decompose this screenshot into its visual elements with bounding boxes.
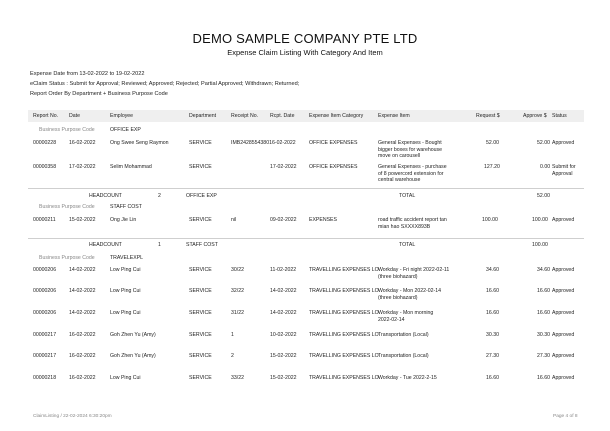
cell-approve: 34.60 — [537, 267, 550, 273]
cell-item-line: Workday - Mon 2022-02-14 — [378, 288, 442, 294]
cell-report-no: 00000206 — [33, 310, 57, 316]
cell-status-line: Approval — [552, 170, 573, 177]
cell-request: 127.20 — [484, 164, 500, 170]
divider — [28, 188, 584, 189]
headcount-label: HEADCOUNT — [89, 193, 122, 199]
cell-item: Workday - Tue 2022-2-15 — [378, 375, 437, 381]
filter-date-range: Expense Date from 13-02-2022 to 19-02-2022 — [30, 71, 145, 77]
cell-approve: 16.60 — [537, 375, 550, 381]
cell-report-no: 00000211 — [33, 217, 56, 223]
col-date: Date — [69, 113, 80, 119]
col-category: Expense Item Category — [309, 113, 364, 119]
cell-receipt-no: 33/22 — [231, 375, 244, 381]
cell-department: SERVICE — [189, 310, 212, 316]
cell-employee: Goh Zhen Yu (Amy) — [110, 353, 156, 359]
col-rcpt-date: Rcpt. Date — [270, 113, 295, 119]
cell-date: 17-02-2022 — [69, 164, 96, 170]
cell-report-no: 00000218 — [33, 375, 57, 381]
cell-item — [378, 267, 449, 280]
col-status: Status — [552, 113, 567, 119]
cell-item: Transportation (Local) — [378, 332, 429, 338]
cell-receipt-no: 2 — [231, 353, 234, 359]
cell-item-line: of 8 powercord extension for — [378, 170, 444, 177]
cell-date: 16-02-2022 — [69, 332, 96, 338]
subtotal-dept: STAFF COST — [186, 242, 218, 248]
cell-department: SERVICE — [189, 267, 212, 273]
subtotal-value: 100.00 — [532, 242, 548, 248]
cell-item-line: General Expenses - Bought — [378, 140, 442, 146]
cell-request: 16.60 — [486, 310, 499, 316]
cell-report-no: 00000206 — [33, 288, 57, 294]
cell-item-line: mian hao SXXXX893B — [378, 223, 431, 230]
cell-date: 14-02-2022 — [69, 310, 96, 316]
cell-status: Approved — [552, 310, 575, 316]
cell-approve: 30.30 — [537, 332, 550, 338]
cell-report-no: 00000217 — [33, 332, 57, 338]
cell-report-no: 00000228 — [33, 140, 57, 146]
cell-rcpt-date: 10-02-2022 — [270, 332, 297, 338]
headcount-value: 2 — [158, 193, 161, 199]
cell-employee: Ong Jie Lin — [110, 217, 137, 223]
cell-employee: Low Ping Cui — [110, 310, 141, 316]
cell-request: 16.60 — [486, 375, 499, 381]
cell-category: TRAVELLING EXPENSES LO — [309, 353, 379, 359]
business-purpose-label: Business Purpose Code — [39, 255, 95, 261]
col-department: Department — [189, 113, 217, 119]
cell-receipt-no: 30/22 — [231, 267, 244, 273]
cell-item-line: bigger boxes for warehouse — [378, 146, 443, 153]
cell-item-line: road traffic accident report tan — [378, 217, 447, 223]
cell-item-line: move on carousell — [378, 153, 421, 160]
cell-item — [378, 217, 447, 230]
cell-department: SERVICE — [189, 164, 212, 170]
cell-department: SERVICE — [189, 332, 212, 338]
cell-request: 100.00 — [482, 217, 498, 223]
cell-rcpt-date: 14-02-2022 — [270, 288, 297, 294]
subtotal-label: TOTAL — [399, 242, 416, 248]
business-purpose-value: TRAVELEXPL — [110, 255, 144, 261]
cell-item — [378, 288, 441, 301]
cell-date: 16-02-2022 — [69, 353, 96, 359]
cell-receipt-no: IMB242855438016-02-2022 — [231, 140, 296, 146]
cell-department: SERVICE — [189, 353, 212, 359]
cell-department: SERVICE — [189, 375, 212, 381]
cell-status: Approved — [552, 267, 575, 273]
cell-approve: 52.00 — [537, 140, 550, 146]
cell-item-line: (three biohazard) — [378, 294, 418, 301]
cell-employee: Goh Zhen Yu (Amy) — [110, 332, 156, 338]
col-receipt-no: Receipt No. — [231, 113, 259, 119]
col-request: Request $ — [476, 113, 500, 119]
cell-date: 16-02-2022 — [69, 140, 96, 146]
cell-report-no: 00000358 — [33, 164, 57, 170]
cell-item — [378, 140, 442, 160]
cell-item-line: central warehouse — [378, 177, 421, 184]
cell-employee: Ong Swee Seng Raymon — [110, 140, 169, 146]
cell-receipt-no: 1 — [231, 332, 234, 338]
cell-request: 30.30 — [486, 332, 499, 338]
cell-status: Approved — [552, 140, 575, 146]
col-report-no: Report No. — [33, 113, 59, 119]
cell-category: TRAVELLING EXPENSES LO — [309, 310, 379, 316]
subtotal-label: TOTAL — [399, 193, 416, 199]
cell-approve: 100.00 — [532, 217, 548, 223]
cell-department: SERVICE — [189, 217, 212, 223]
cell-approve: 16.60 — [537, 288, 550, 294]
report-title: DEMO SAMPLE COMPANY PTE LTD — [192, 31, 418, 46]
headcount-label: HEADCOUNT — [89, 242, 122, 248]
cell-department: SERVICE — [189, 140, 212, 146]
cell-report-no: 00000217 — [33, 353, 57, 359]
cell-employee: Low Ping Cui — [110, 288, 141, 294]
cell-item — [378, 164, 447, 184]
cell-approve: 0.00 — [540, 164, 551, 170]
cell-status-line: Submit for — [552, 164, 576, 170]
col-employee: Employee — [110, 113, 134, 119]
cell-item-line: Workday - Fri night 2022-02-11 — [378, 267, 450, 273]
subtotal-value: 52.00 — [537, 193, 550, 199]
filter-status: eClaim Status : Submit for Approval; Reviewed; Approved; Rejected; Partial Approved; Withdrawn; Returned; — [30, 81, 300, 87]
cell-employee: Low Ping Cui — [110, 267, 141, 273]
cell-rcpt-date: 17-02-2022 — [270, 164, 297, 170]
subtotal-dept: OFFICE EXP — [186, 193, 217, 199]
cell-status: Approved — [552, 217, 575, 223]
cell-rcpt-date: 09-02-2022 — [270, 217, 297, 223]
cell-report-no: 00000206 — [33, 267, 57, 273]
filter-order-by: Report Order By Department + Business Purpose Code — [30, 91, 168, 97]
cell-rcpt-date: 14-02-2022 — [270, 310, 297, 316]
cell-employee: Selim Mohammad — [110, 164, 152, 170]
cell-receipt-no: nil — [231, 217, 237, 223]
cell-rcpt-date: 15-02-2022 — [270, 353, 297, 359]
footer-page-number: Page 4 of 8 — [553, 414, 578, 419]
cell-rcpt-date: 11-02-2022 — [270, 267, 297, 273]
cell-category: TRAVELLING EXPENSES LO — [309, 288, 379, 294]
cell-category: OFFICE EXPENSES — [309, 140, 358, 146]
cell-receipt-no: 32/22 — [231, 288, 244, 294]
cell-approve: 16.60 — [537, 310, 550, 316]
business-purpose-label: Business Purpose Code — [39, 127, 95, 133]
footer-report-id: ClaimListing / 22-02-2024 6:30:20pm — [33, 414, 112, 419]
cell-department: SERVICE — [189, 288, 212, 294]
cell-item-line: Workday - Mon morning — [378, 310, 434, 316]
report-subtitle: Expense Claim Listing With Category And Item — [227, 48, 383, 57]
col-approve: Approve $ — [523, 113, 547, 119]
cell-date: 16-02-2022 — [69, 375, 96, 381]
cell-category: TRAVELLING EXPENSES LO — [309, 332, 379, 338]
cell-status: Approved — [552, 332, 575, 338]
business-purpose-value: STAFF COST — [110, 204, 142, 210]
cell-request: 16.60 — [486, 288, 499, 294]
cell-date: 15-02-2022 — [69, 217, 96, 223]
cell-rcpt-date: 15-02-2022 — [270, 375, 297, 381]
cell-status: Approved — [552, 353, 575, 359]
cell-date: 14-02-2022 — [69, 267, 96, 273]
cell-item: Transportation (Local) — [378, 353, 429, 359]
cell-item — [378, 310, 433, 323]
cell-status — [552, 164, 576, 177]
divider — [28, 238, 584, 239]
cell-request: 52.00 — [486, 140, 499, 146]
cell-item-line: 2022-02-14 — [378, 316, 405, 323]
business-purpose-value: OFFICE EXP — [110, 127, 141, 133]
cell-item-line: (three biohazard) — [378, 273, 418, 280]
col-item: Expense Item — [378, 113, 410, 119]
cell-receipt-no: 31/22 — [231, 310, 244, 316]
cell-item-line: General Expenses - purchase — [378, 164, 447, 170]
cell-request: 27.30 — [486, 353, 499, 359]
cell-category: TRAVELLING EXPENSES LO — [309, 267, 379, 273]
cell-request: 34.60 — [486, 267, 499, 273]
cell-category: EXPENSES — [309, 217, 337, 223]
cell-status: Approved — [552, 375, 575, 381]
cell-category: TRAVELLING EXPENSES LO — [309, 375, 379, 381]
cell-employee: Low Ping Cui — [110, 375, 141, 381]
cell-category: OFFICE EXPENSES — [309, 164, 358, 170]
headcount-value: 1 — [158, 242, 161, 248]
cell-status: Approved — [552, 288, 575, 294]
business-purpose-label: Business Purpose Code — [39, 204, 95, 210]
cell-approve: 27.30 — [537, 353, 550, 359]
cell-date: 14-02-2022 — [69, 288, 96, 294]
